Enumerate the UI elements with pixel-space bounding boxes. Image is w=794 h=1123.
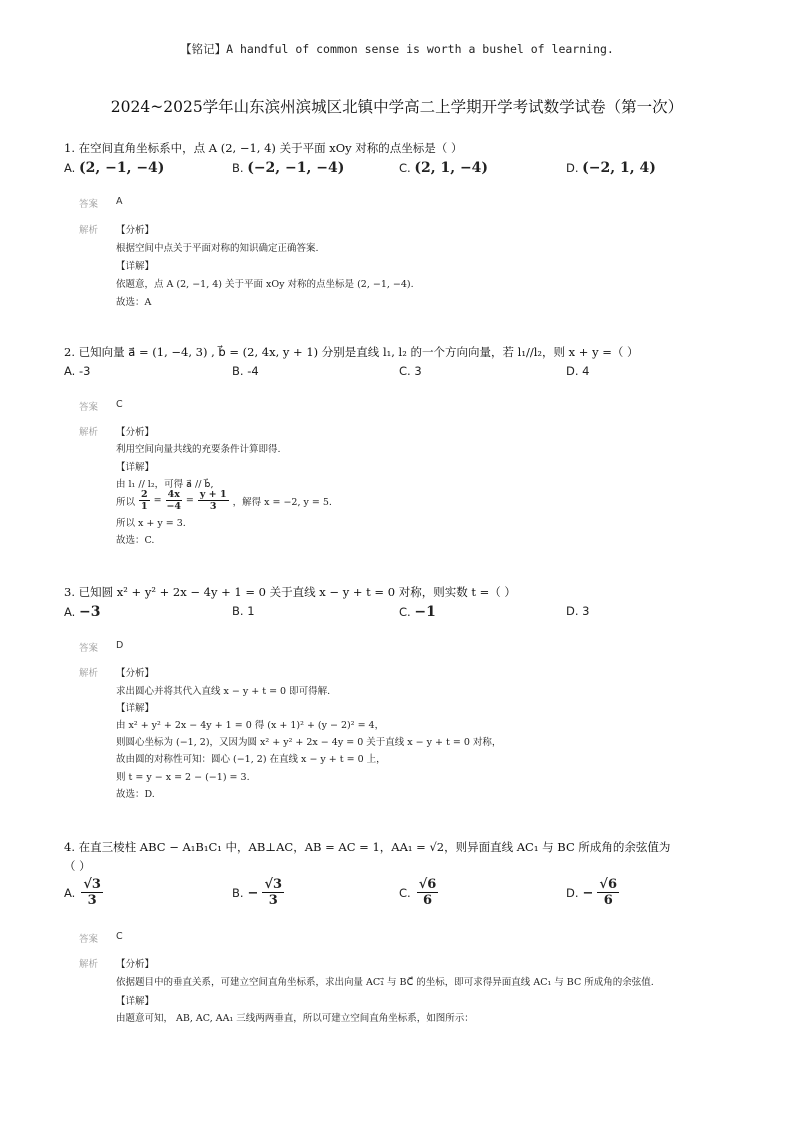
q3-option-a[interactable]: A. −3 [64,604,101,620]
motto: 【铭记】A handful of common sense is worth a bushel of learning. [180,42,614,56]
q2-solution-ratio-line: 所以 $\frac{2}{1}$ = $\frac{4x}{-4}$ = $\frac{y + 1}{3}$ ，解得 x = −2, y = 5. [116,489,332,512]
fraction: $\frac{4x}{-4}$ [166,489,182,512]
q1-option-c[interactable]: C. (2, 1, −4) [399,160,489,176]
q2-solution-line: 【分析】 [116,427,155,438]
q3-solution-line: 【分析】 [116,668,155,679]
q4-option-d[interactable]: D. − $\frac{√6}{6}$ [566,877,618,908]
q3-answer: D [116,640,124,651]
analysis-tag: 解析 [79,959,99,970]
q3-solution-line: 【详解】 [116,703,155,714]
analysis-tag: 解析 [79,225,99,236]
q3-option-d[interactable]: D. 3 [566,604,590,618]
q1-solution-line: 依题意，点 A (2, −1, 4) 关于平面 xOy 对称的点坐标是 (2, −1, −4). [116,279,414,290]
q2-answer: C [116,399,123,410]
fraction: $\frac{√3}{3}$ [264,877,283,908]
q3-solution-line: 则圆心坐标为 (−1, 2)，又因为圆 x² + y² + 2x − 4y = 0 关于直线 x − y + t = 0 对称， [116,737,502,748]
q1-solution-line: 【详解】 [116,261,155,272]
fraction: $\frac{√6}{6}$ [599,877,618,908]
question-1-stem: 1. 在空间直角坐标系中，点 A (2, −1, 4) 关于平面 xOy 对称的点坐标是（ ） [64,141,463,155]
q4-option-a[interactable]: A. $\frac{√3}{3}$ [64,877,101,908]
fraction: $\frac{√6}{6}$ [418,877,437,908]
q2-option-c[interactable]: C. 3 [399,364,422,378]
question-3-stem: 3. 已知圆 x² + y² + 2x − 4y + 1 = 0 关于直线 x − y + t = 0 对称，则实数 t =（ ） [64,585,516,599]
q1-solution-line: 【分析】 [116,225,155,236]
answer-tag: 答案 [79,199,99,210]
answer-tag: 答案 [79,934,99,945]
q4-option-c[interactable]: C. $\frac{√6}{6}$ [399,877,437,908]
question-2-stem: 2. 已知向量 a⃗ = (1, −4, 3) , b⃗ = (2, 4x, y + 1) 分别是直线 l₁, l₂ 的一个方向向量，若 l₁//l₂，则 x + y =（ ） [64,345,639,359]
analysis-tag: 解析 [79,668,99,679]
question-4-stem-cont: （ ） [64,859,91,873]
analysis-tag: 解析 [79,427,99,438]
fraction: $\frac{2}{1}$ [141,489,148,512]
page-title: 2024~2025学年山东滨州滨城区北镇中学高二上学期开学考试数学试卷（第一次） [110,98,684,116]
q1-answer: A [116,196,123,207]
q4-solution-line: 【分析】 [116,959,155,970]
q2-solution-line: 利用空间向量共线的充要条件计算即得. [116,444,281,455]
fraction: $\frac{√3}{3}$ [83,877,101,908]
q4-option-b[interactable]: B. − $\frac{√3}{3}$ [232,877,283,908]
q2-solution-line: 【详解】 [116,462,155,473]
q2-solution-line: 故选：C. [116,535,155,546]
answer-tag: 答案 [79,402,99,413]
question-4-stem: 4. 在直三棱柱 ABC − A₁B₁C₁ 中，AB⊥AC，AB = AC = 1，AA₁ = √2，则异面直线 AC₁ 与 BC 所成角的余弦值为 [64,840,671,854]
q4-answer: C [116,931,123,942]
q1-option-a[interactable]: A. (2, −1, −4) [64,160,165,176]
q3-option-b[interactable]: B. 1 [232,604,255,618]
q3-solution-line: 则 t = y − x = 2 − (−1) = 3. [116,772,250,783]
q1-option-b[interactable]: B. (−2, −1, −4) [232,160,345,176]
q2-solution-line: 由 l₁ // l₂，可得 a⃗ // b⃗, [116,479,214,490]
q3-solution-line: 故由圆的对称性可知：圆心 (−1, 2) 在直线 x − y + t = 0 上， [116,754,386,765]
q3-solution-line: 求出圆心并将其代入直线 x − y + t = 0 即可得解. [116,686,331,697]
q1-solution-line: 故选：A [116,297,152,308]
q4-solution-line: 依据题目中的垂直关系，可建立空间直角坐标系，求出向量 AC₁⃗ 与 BC⃗ 的坐标，即可求得异面直线 AC₁ 与 BC 所成角的余弦值. [116,977,654,988]
q2-option-d[interactable]: D. 4 [566,364,590,378]
q3-solution-line: 由 x² + y² + 2x − 4y + 1 = 0 得 (x + 1)² + (y − 2)² = 4， [116,720,385,731]
q4-solution-line: 由题意可知， AB, AC, AA₁ 三线两两垂直，所以可建立空间直角坐标系，如图所示： [116,1013,474,1024]
q2-option-b[interactable]: B. -4 [232,364,259,378]
q4-solution-line: 【详解】 [116,996,155,1007]
answer-tag: 答案 [79,643,99,654]
fraction: $\frac{y + 1}{3}$ [199,489,227,512]
q1-solution-line: 根据空间中点关于平面对称的知识确定正确答案. [116,243,319,254]
q2-option-a[interactable]: A. -3 [64,364,91,378]
q2-solution-line: 所以 x + y = 3. [116,518,186,529]
q3-solution-line: 故选：D. [116,789,155,800]
q1-option-d[interactable]: D. (−2, 1, 4) [566,160,656,176]
q3-option-c[interactable]: C. −1 [399,604,436,620]
